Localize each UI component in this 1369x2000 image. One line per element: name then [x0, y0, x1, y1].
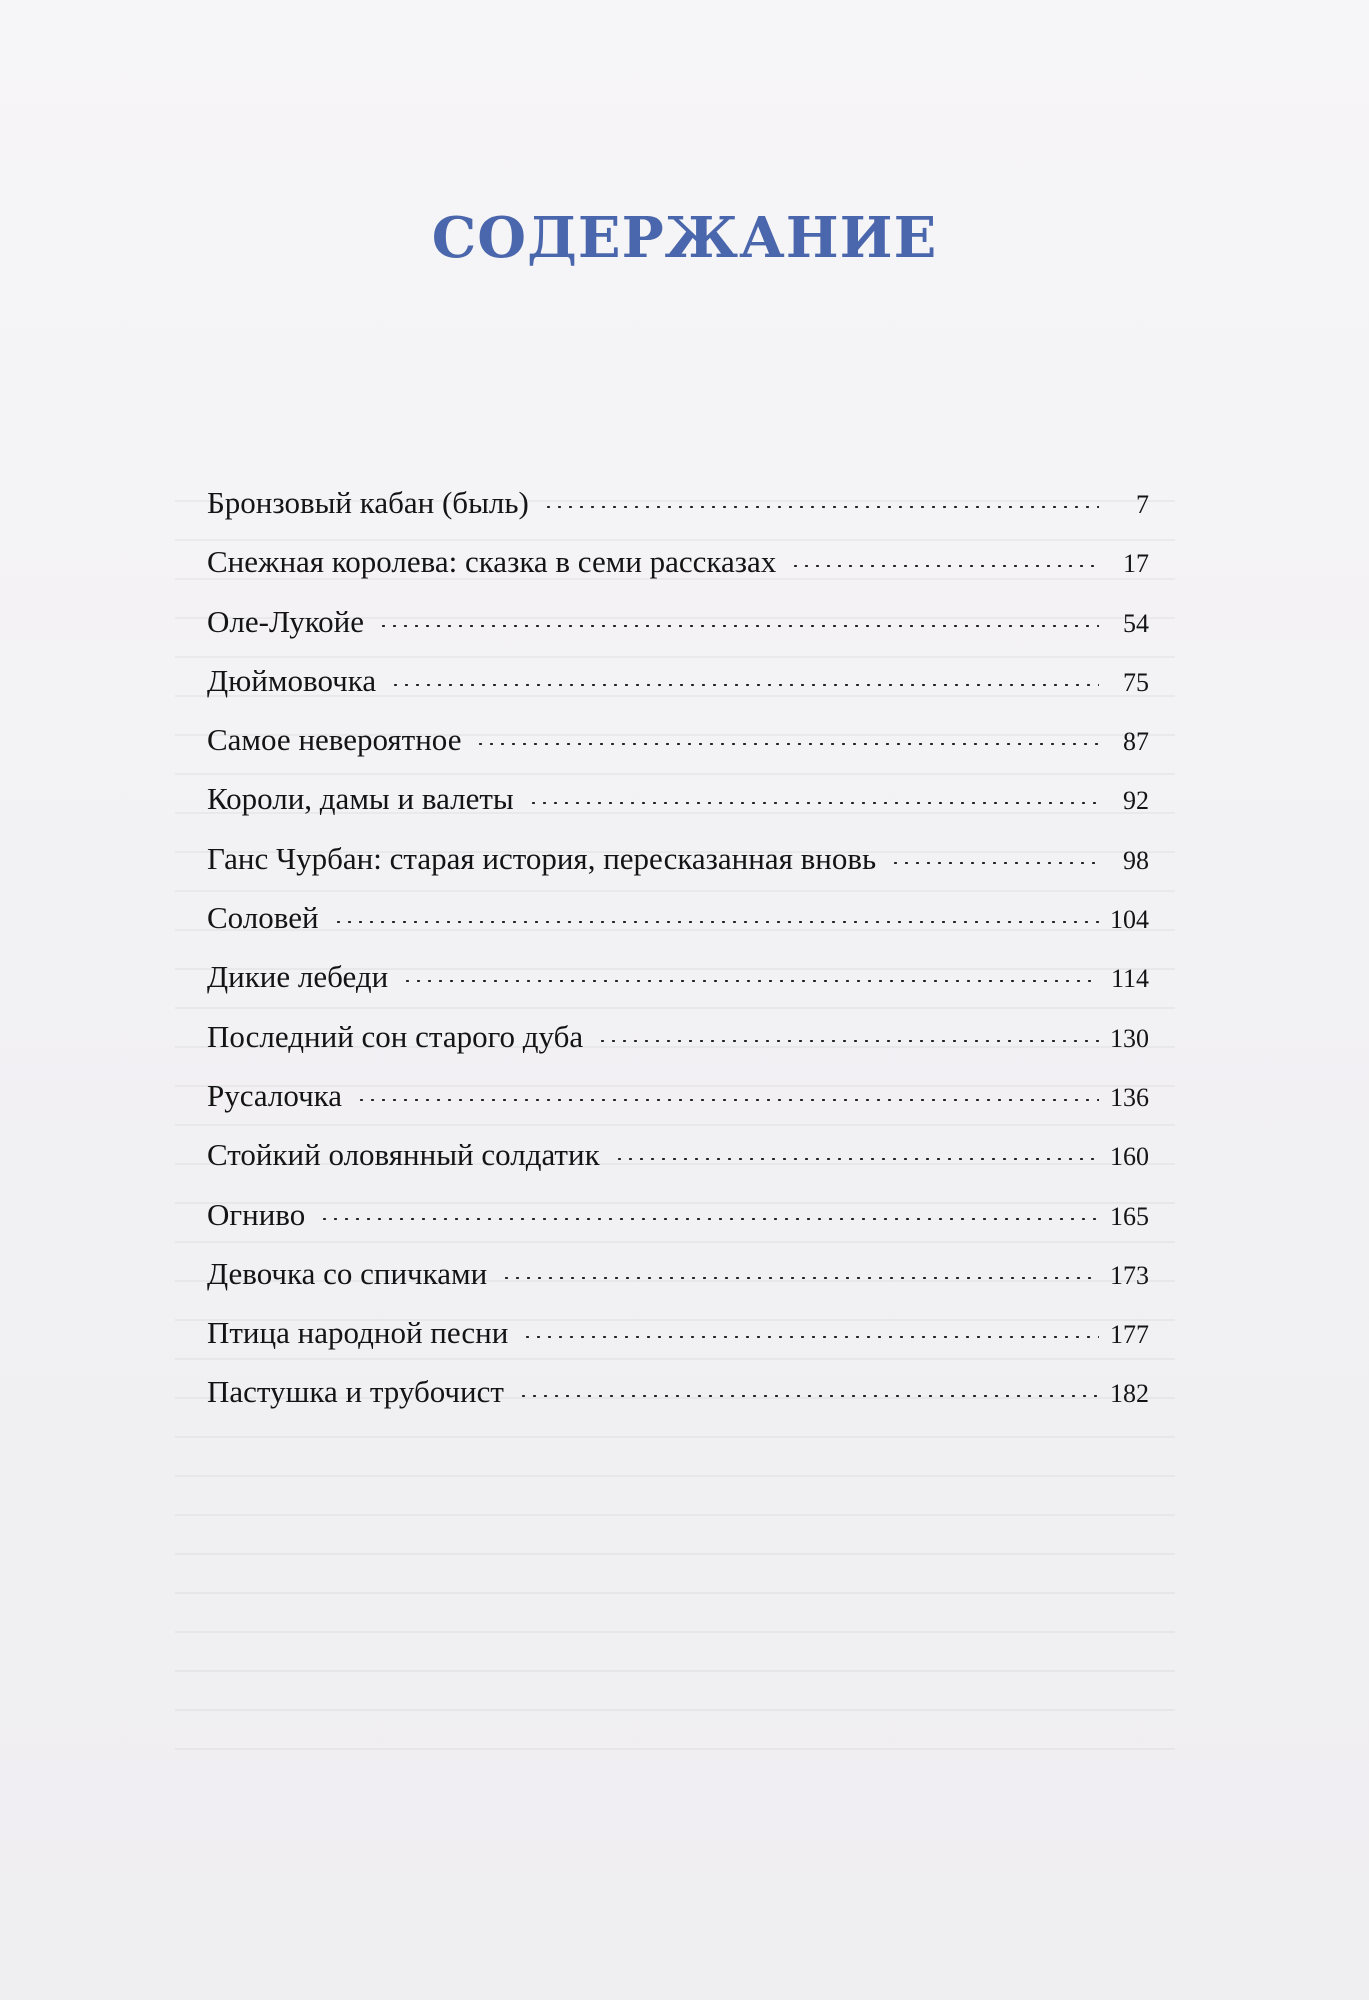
- toc-entry-page: 114: [1110, 964, 1149, 994]
- toc-entry-page: 54: [1123, 608, 1149, 638]
- toc-entry-title: Девочка со спичками: [207, 1255, 488, 1291]
- toc-entry: [207, 1137, 1149, 1196]
- page-title: СОДЕРЖАНИЕ: [431, 205, 938, 271]
- toc-entry-page: 98: [1123, 845, 1149, 875]
- dot-leader: [378, 625, 1099, 627]
- toc-entry: [207, 604, 1149, 663]
- toc-entry: [207, 1256, 1149, 1315]
- toc-entry-title: Птица народной песни: [207, 1315, 509, 1351]
- toc-entry: [207, 485, 1149, 544]
- dot-leader: [890, 862, 1099, 864]
- toc-entry-page: 7: [1136, 490, 1149, 519]
- toc-entry-page: 130: [1110, 1023, 1149, 1053]
- toc-entry-title: Русалочка: [207, 1077, 343, 1113]
- dot-leader: [319, 1218, 1099, 1220]
- toc-entry-page: 92: [1123, 786, 1149, 816]
- dot-leader: [790, 565, 1099, 567]
- toc-entry-title: Ганс Чурбан: старая история, пересказанная вновь: [207, 840, 877, 876]
- dot-leader: [614, 1158, 1099, 1160]
- toc-entry: [207, 1197, 1149, 1256]
- toc-entry-title: Стойкий оловянный солдатик: [207, 1137, 600, 1173]
- dot-leader: [522, 1336, 1099, 1338]
- toc-entry-title: Дикие лебеди: [207, 959, 389, 995]
- toc-entry-title: Дюймовочка: [207, 662, 377, 698]
- toc-entry-page: 182: [1110, 1379, 1149, 1409]
- toc-entry: [207, 1374, 1149, 1433]
- dot-leader: [475, 743, 1099, 745]
- toc-entry: [207, 544, 1149, 603]
- toc-entry-page: 104: [1110, 905, 1149, 935]
- toc-entry-page: 136: [1110, 1082, 1149, 1112]
- dot-leader: [543, 506, 1099, 508]
- toc-entry-title: Короли, дамы и валеты: [207, 781, 514, 817]
- toc-entry: [207, 900, 1149, 959]
- dot-leader: [518, 1395, 1099, 1397]
- toc-entry-page: 177: [1110, 1320, 1149, 1350]
- toc-entry-title: Снежная королева: сказка в семи рассказах: [207, 544, 777, 580]
- table-of-contents: [207, 485, 1149, 1434]
- toc-entry-page: 173: [1110, 1260, 1149, 1290]
- toc-entry: [207, 1019, 1149, 1078]
- toc-entry-page: 87: [1123, 727, 1149, 757]
- dot-leader: [390, 684, 1099, 686]
- dot-leader: [501, 1277, 1099, 1279]
- toc-entry-title: Оле-Лукойе: [207, 603, 365, 639]
- toc-entry: [207, 1078, 1149, 1137]
- toc-entry-title: Последний сон старого дуба: [207, 1018, 584, 1054]
- toc-entry-title: Бронзовый кабан (быль): [207, 485, 529, 520]
- toc-entry-page: 160: [1110, 1142, 1149, 1172]
- dot-leader: [402, 980, 1099, 982]
- dot-leader: [356, 1099, 1099, 1101]
- toc-entry-title: Огниво: [207, 1196, 306, 1232]
- toc-entry-title: Пастушка и трубочист: [207, 1374, 504, 1410]
- toc-entry-page: 17: [1123, 549, 1149, 579]
- toc-entry-page: 75: [1123, 667, 1149, 697]
- dot-leader: [528, 802, 1099, 804]
- toc-entry: [207, 841, 1149, 900]
- toc-entry: [207, 781, 1149, 840]
- toc-entry: [207, 959, 1149, 1018]
- toc-entry-title: Соловей: [207, 900, 319, 936]
- dot-leader: [597, 1040, 1099, 1042]
- toc-entry: [207, 1315, 1149, 1374]
- dot-leader: [333, 921, 1099, 923]
- toc-entry-page: 165: [1110, 1201, 1149, 1231]
- toc-entry: [207, 663, 1149, 722]
- toc-entry: [207, 722, 1149, 781]
- toc-entry-title: Самое невероятное: [207, 722, 462, 758]
